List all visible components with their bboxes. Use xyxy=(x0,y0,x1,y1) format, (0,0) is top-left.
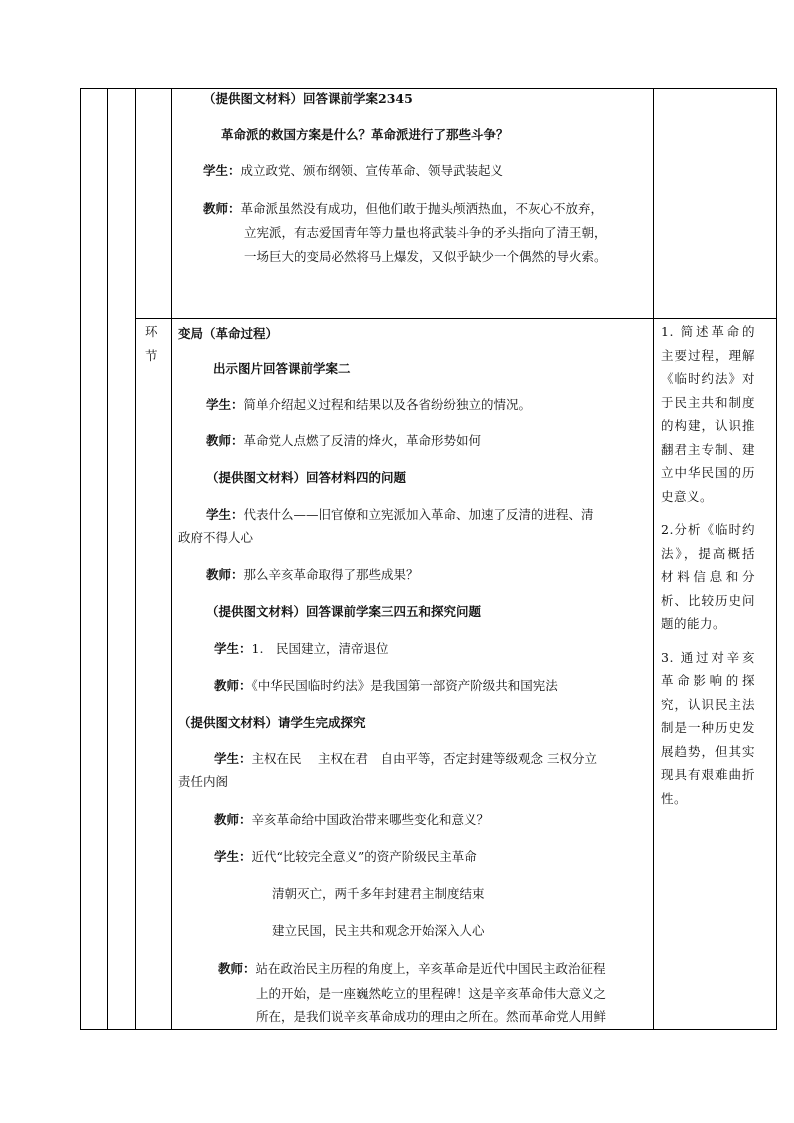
teacher-label: 教师： xyxy=(214,678,252,693)
table-border-right xyxy=(776,88,777,1030)
student-answer-text: 清朝灭亡，两千多年封建君主制度结束 xyxy=(272,886,485,901)
stage-label-char: 节 xyxy=(145,348,158,363)
student-answer-row xyxy=(203,162,503,180)
section-heading-materials: （提供图文材料）回答课前学案三四五和探究问题 xyxy=(206,604,482,619)
student-answer-text: 建立民国，民主共和观念开始深入人心 xyxy=(272,923,485,938)
student-answer-text: 成立政党、颁布纲领、宣传革命、领导武装起义 xyxy=(240,163,504,178)
student-label: 学生： xyxy=(206,507,244,522)
section-heading-materials: （提供图文材料）回答课前学案2345 xyxy=(203,91,413,106)
teacher-remark-row xyxy=(214,677,558,695)
teacher-remark-text: 那么辛亥革命取得了那些成果？ xyxy=(243,567,419,582)
teacher-remark-text: 所在，是我们说辛亥革命成功的理由之所在。然而革命党人用鲜 xyxy=(256,1009,607,1024)
objectives-column xyxy=(661,320,755,820)
section-heading-materials: （提供图文材料）回答材料四的问题 xyxy=(206,470,407,485)
student-answer-row xyxy=(214,750,597,768)
teacher-label: 教师： xyxy=(214,812,252,827)
objective-item: 1. 简述革命的主要过程，理解《临时约法》对于民主共和制度的构建，认识推翻君主专制、建立中华民国的历史意义。 xyxy=(661,324,755,504)
student-answer-row xyxy=(206,396,531,414)
teacher-label: 教师： xyxy=(218,961,256,976)
table-column-divider-3 xyxy=(171,88,172,1030)
teacher-remark-text: 辛亥革命给中国政治带来哪些变化和意义？ xyxy=(251,812,490,827)
teacher-remark-row xyxy=(203,200,603,218)
student-answer-row xyxy=(214,640,388,658)
student-answer-text: 代表什么——旧官僚和立宪派加入革命、加速了反清的进程、清 xyxy=(243,507,594,522)
teacher-remark-line: 立宪派，有志爱国青年等力量也将武装斗争的矛头指向了清王朝， xyxy=(244,225,607,240)
table-border-bottom xyxy=(80,1029,777,1030)
section-heading-materials: （提供图文材料）请学生完成探究 xyxy=(178,715,366,730)
objective-item: 2.分析《临时约法》，提高概括材料信息和分析、比较历史问题的能力。 xyxy=(661,522,755,631)
teacher-remark-text: 《中华民国临时约法》是我国第一部资产阶级共和国宪法 xyxy=(251,678,558,693)
teacher-remark-text: 上的开始，是一座巍然屹立的里程碑！这是辛亥革命伟大意义之 xyxy=(256,986,607,1001)
teacher-remark-text: 站在政治民主历程的角度上，辛亥革命是近代中国民主政治征程 xyxy=(255,961,606,976)
teacher-remark-line: 革命派虽然没有成功，但他们敢于抛头颅洒热血，不灰心不放弃， xyxy=(240,201,604,216)
table-row-divider xyxy=(135,318,777,319)
student-answer-text: 近代“比较完全意义”的资产阶级民主革命 xyxy=(251,849,477,864)
teacher-label: 教师： xyxy=(206,567,244,582)
teacher-remark-line: 一场巨大的变局必然将马上爆发，又似乎缺少一个偶然的导火索。 xyxy=(244,249,607,264)
teacher-remark-row xyxy=(218,960,606,978)
teacher-label: 教师： xyxy=(206,433,244,448)
student-answer-text: 1. 民国建立，清帝退位 xyxy=(251,641,389,656)
table-column-divider-4 xyxy=(653,88,654,1030)
teacher-remark-text: 革命党人点燃了反清的烽火，革命形势如何 xyxy=(243,433,482,448)
teacher-remark-row xyxy=(206,566,419,584)
table-border-top xyxy=(80,88,777,89)
table-column-divider-1 xyxy=(107,88,108,1030)
objective-item: 3. 通过对辛亥革命影响的探究，认识民主法制是一种历史发展趋势，但其实现具有艰难曲折性。 xyxy=(661,649,755,806)
student-label: 学生： xyxy=(206,397,244,412)
teacher-label: 教师： xyxy=(203,201,241,216)
section-title: 变局（革命过程） xyxy=(178,326,279,341)
instruction-text: 出示图片回答课前学案二 xyxy=(213,361,351,376)
student-answer-row xyxy=(206,506,594,524)
question-text: 革命派的救国方案是什么？革命派进行了那些斗争？ xyxy=(221,127,509,142)
student-answer-text: 责任内阁 xyxy=(178,774,229,789)
table-border-left xyxy=(80,88,81,1030)
student-label: 学生： xyxy=(214,641,252,656)
student-answer-text: 主权在民 主权在君 自由平等，否定封建等级观念 三权分立 xyxy=(251,751,597,766)
teacher-remark-row xyxy=(206,432,481,450)
student-answer-text: 简单介绍起义过程和结果以及各省纷纷独立的情况。 xyxy=(243,397,532,412)
table-column-divider-2 xyxy=(135,88,136,1030)
student-label: 学生： xyxy=(203,163,241,178)
student-answer-row xyxy=(214,848,477,866)
student-label: 学生： xyxy=(214,849,252,864)
student-label: 学生： xyxy=(214,751,252,766)
student-answer-text: 政府不得人心 xyxy=(178,530,254,545)
teacher-remark-row xyxy=(214,811,489,829)
stage-label-char: 环 xyxy=(145,324,158,339)
